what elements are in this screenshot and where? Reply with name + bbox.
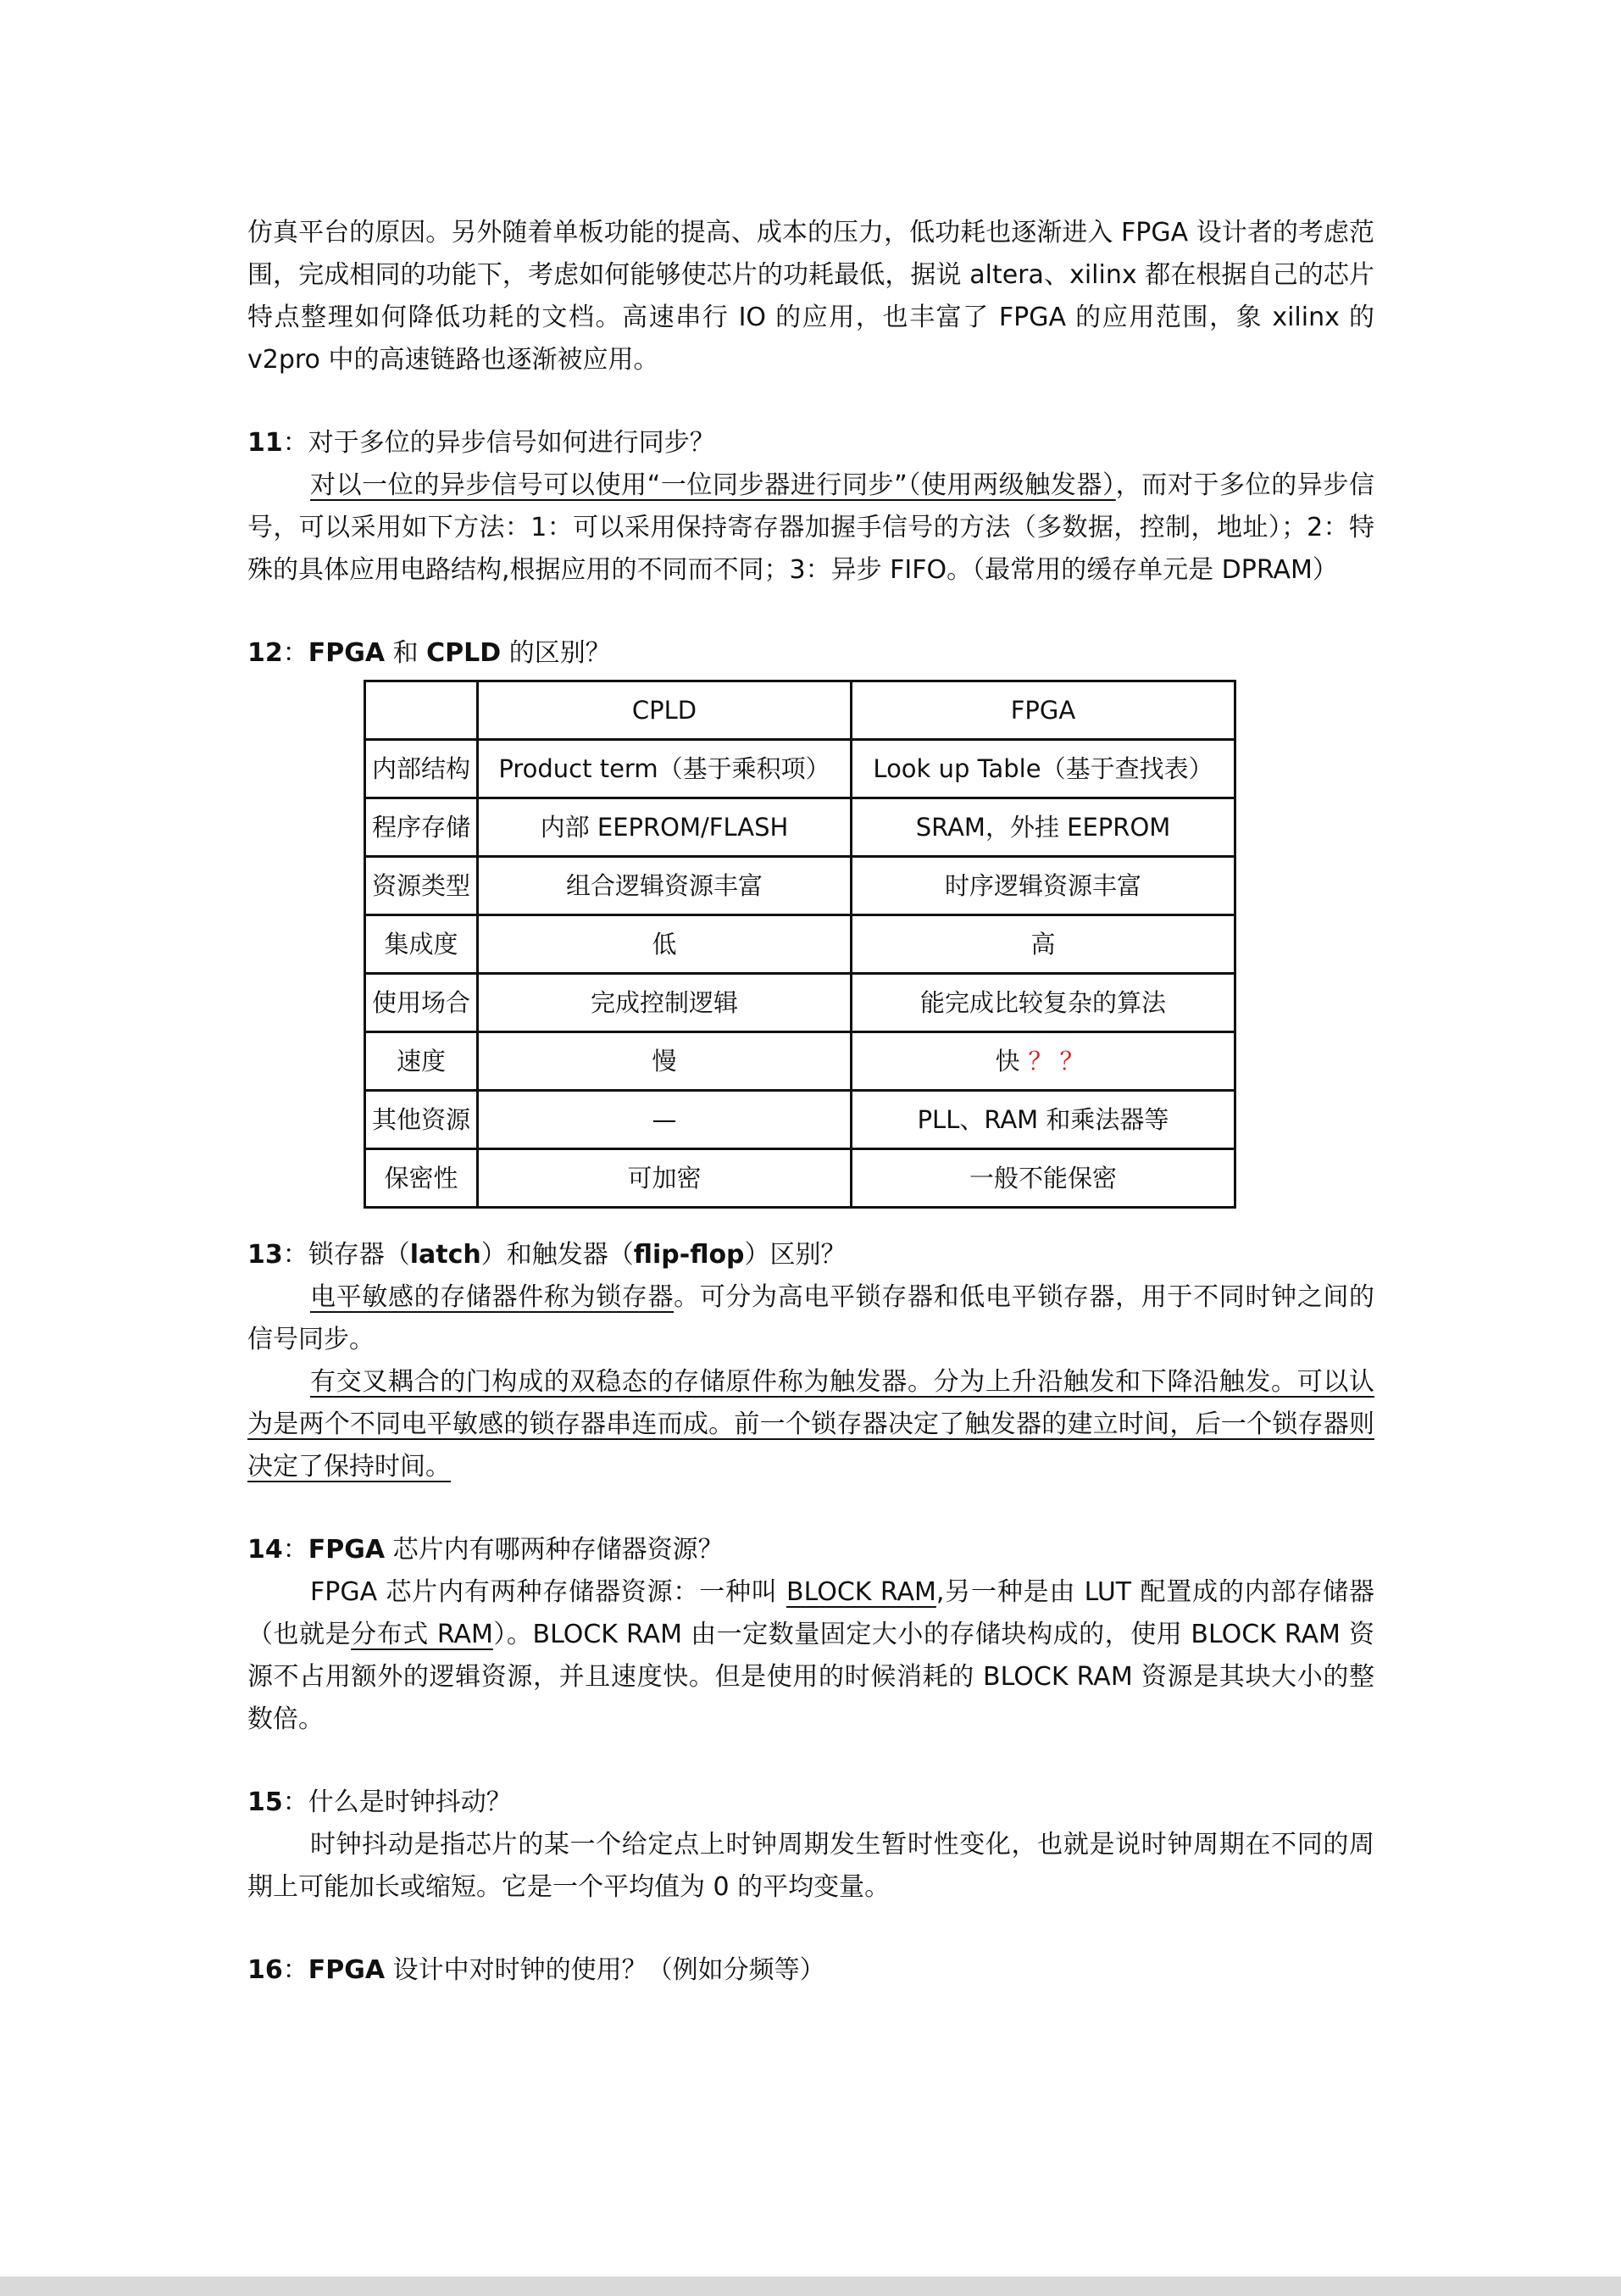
table-cell: 时序逻辑资源丰富 xyxy=(852,857,1235,915)
document-body xyxy=(247,212,1374,1992)
row-label: 保密性 xyxy=(365,1149,478,1208)
table-cell: 可加密 xyxy=(478,1149,852,1208)
question-16-heading: 16：FPGA 设计中对时钟的使用？（例如分频等） xyxy=(247,1955,825,1985)
question-13-heading: 13：锁存器（latch）和触发器（flip-flop）区别？ xyxy=(247,1240,847,1270)
table-row xyxy=(365,740,1235,798)
row-label: 程序存储 xyxy=(365,798,478,857)
question-14-heading: 14：FPGA 芯片内有哪两种存储器资源？ xyxy=(247,1535,724,1565)
intro-paragraph: 仿真平台的原因。另外随着单板功能的提高、成本的压力，低功耗也逐渐进入 FPGA 设计者的考虑范围，完成相同的功能下，考虑如何能够使芯片的功耗最低，据说 altera、xilinx 都在根据自己的芯片特点整理如何降低功耗的文档。高速串行 IO 的应用，也丰富了 FPGA 的应用范围，象 xilinx 的 v2pro 中的高速链路也逐渐被应用。 xyxy=(247,218,1374,375)
table-cell: 内部 EEPROM/FLASH xyxy=(478,798,852,857)
table-cell xyxy=(365,681,478,740)
row-label: 集成度 xyxy=(365,915,478,974)
table-row xyxy=(365,974,1235,1032)
underlined-text: 有交叉耦合的门构成的双稳态的存储原件称为触发器。分为上升沿触发和下降沿触发。可以认为是两个不同电平敏感的锁存器串连而成。前一个锁存器决定了触发器的建立时间，后一个锁存器则决定了保持时间。 xyxy=(247,1367,1374,1482)
table-cell: 高 xyxy=(852,915,1235,974)
question-number: 14 xyxy=(247,1535,283,1565)
row-label: 使用场合 xyxy=(365,974,478,1032)
question-11-answer: 对以一位的异步信号可以使用“一位同步器进行同步”（使用两级触发器），而对于多位的异步信号，可以采用如下方法：1：可以采用保持寄存器加握手信号的方法（多数据，控制，地址）；2：特殊的具体应用电路结构,根据应用的不同而不同；3：异步 FIFO。（最常用的缓存单元是 DPRAM） xyxy=(247,470,1374,585)
table-header-cpld: CPLD xyxy=(478,681,852,740)
question-11-heading: 11：对于多位的异步信号如何进行同步？ xyxy=(247,428,715,458)
table-cell: PLL、RAM 和乘法器等 xyxy=(852,1091,1235,1149)
table-row xyxy=(365,857,1235,915)
question-number: 12 xyxy=(247,638,283,668)
table-cell: — xyxy=(478,1091,852,1149)
question-number: 11 xyxy=(247,428,283,458)
question-number: 15 xyxy=(247,1787,283,1817)
table-header-row xyxy=(365,681,1235,740)
underlined-text: 电平敏感的存储器件称为锁存器 xyxy=(310,1282,674,1312)
row-label: 内部结构 xyxy=(365,740,478,798)
table-cell: SRAM，外挂 EEPROM xyxy=(852,798,1235,857)
table-cell: Product term（基于乘积项） xyxy=(478,740,852,798)
question-title: 什么是时钟抖动？ xyxy=(308,1787,512,1817)
question-14-answer: FPGA 芯片内有两种存储器资源：一种叫 BLOCK RAM,另一种是由 LUT 配置成的内部存储器（也就是分布式 RAM）。BLOCK RAM 由一定数量固定大小的存储块构成的，使用 BLOCK RAM 资源不占用额外的逻辑资源，并且速度快。但是使用的时候消耗的 BLOCK RAM 资源是其块大小的整数倍。 xyxy=(247,1577,1375,1734)
table-row xyxy=(365,1091,1235,1149)
table-cell: 一般不能保密 xyxy=(852,1149,1235,1208)
question-title: 对于多位的异步信号如何进行同步？ xyxy=(308,428,715,458)
table-header-fpga: FPGA xyxy=(852,681,1235,740)
table-cell: 慢 xyxy=(478,1032,852,1091)
cpld-fpga-comparison-table xyxy=(364,680,1236,1209)
question-number: 16 xyxy=(247,1955,283,1985)
table-cell: 低 xyxy=(478,915,852,974)
row-label: 速度 xyxy=(365,1032,478,1091)
row-label: 资源类型 xyxy=(365,857,478,915)
question-12-heading: 12：FPGA 和 CPLD 的区别？ xyxy=(247,638,611,668)
question-13-answer-latch: 电平敏感的存储器件称为锁存器。可分为高电平锁存器和低电平锁存器，用于不同时钟之间的信号同步。 xyxy=(247,1282,1375,1354)
table-row xyxy=(365,1149,1235,1208)
question-15-answer: 时钟抖动是指芯片的某一个给定点上时钟周期发生暂时性变化，也就是说时钟周期在不同的周期上可能加长或缩短。它是一个平均值为 0 的平均变量。 xyxy=(247,1830,1374,1902)
underlined-text: 对以一位的异步信号可以使用“一位同步器进行同步”（使用两级触发器） xyxy=(310,470,1116,500)
table-cell: Look up Table（基于查找表） xyxy=(852,740,1235,798)
table-cell: 组合逻辑资源丰富 xyxy=(478,857,852,915)
question-13-answer-flipflop xyxy=(247,1361,1374,1488)
question-marks-annotation: ？？ xyxy=(1028,1047,1091,1076)
question-number: 13 xyxy=(247,1240,283,1270)
table-row xyxy=(365,1032,1235,1091)
table-cell: 快 ？？ xyxy=(852,1032,1235,1091)
table-row xyxy=(365,798,1235,857)
table-cell: 能完成比较复杂的算法 xyxy=(852,974,1235,1032)
page-bottom-edge xyxy=(0,2277,1621,2296)
row-label: 其他资源 xyxy=(365,1091,478,1149)
underlined-text: BLOCK RAM xyxy=(786,1577,936,1607)
question-15-heading: 15：什么是时钟抖动？ xyxy=(247,1787,512,1817)
underlined-text: 分布式 RAM xyxy=(351,1620,493,1649)
table-cell: 完成控制逻辑 xyxy=(478,974,852,1032)
table-row xyxy=(365,915,1235,974)
